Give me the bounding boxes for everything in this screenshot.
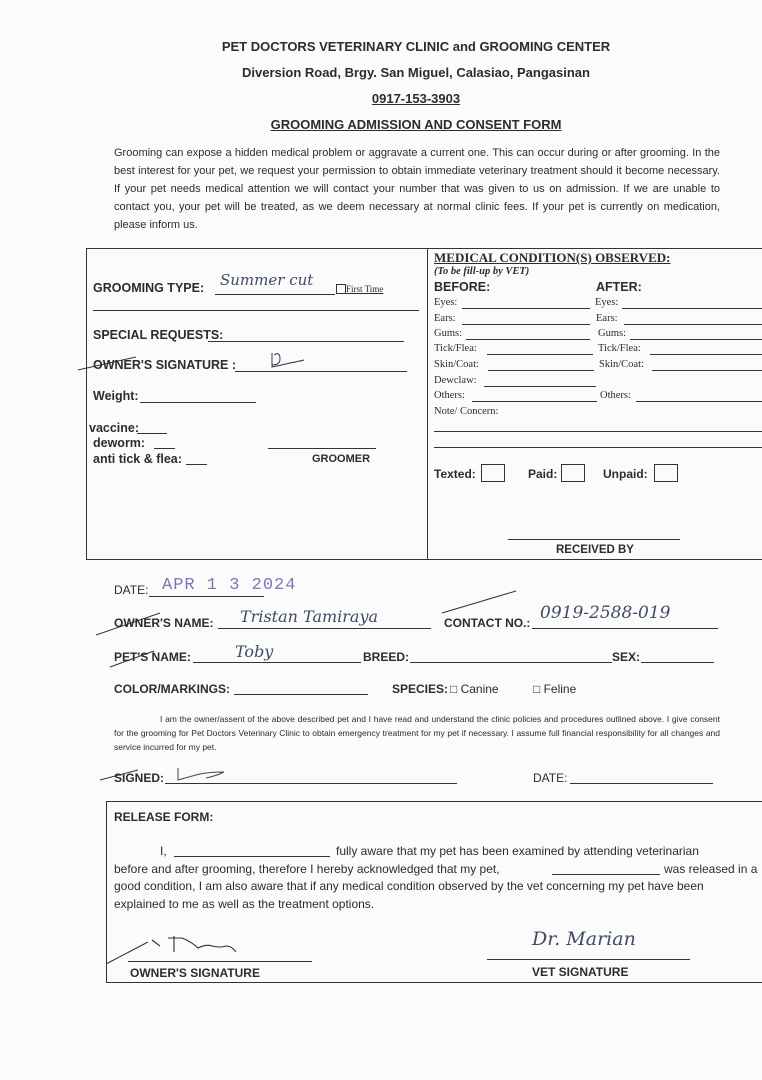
vaccine-label: vaccine: [89, 421, 140, 435]
before-skin-label: Skin/Coat: [434, 359, 479, 370]
species-feline-option[interactable]: □ Feline [533, 682, 577, 696]
vet-sig-label: VET SIGNATURE [532, 965, 629, 979]
owner-signature-label: OWNER'S SIGNATURE : [93, 358, 237, 372]
after-others-line[interactable] [636, 401, 762, 402]
signed-label: SIGNED: [114, 771, 165, 785]
clinic-name: PET DOCTORS VETERINARY CLINIC and GROOMING CENTER [221, 39, 611, 54]
before-gums-label: Gums: [434, 328, 463, 339]
intro-paragraph: Grooming can expose a hidden medical problem or aggravate a current one. This can occur during or after grooming. In the best interest for your pet, we request your permission to obtain immediate veterinary treatment should it become necessary. If your pet needs medical attention we will contact your number that was given to us on admission. If we are unable to contact you, your pet will be treated, as we deem necessary at normal clinic fees. If your pet is currently on medication, please inform us. [114, 147, 720, 231]
anti-tick-line[interactable] [186, 464, 207, 465]
paid-checkbox[interactable] [561, 464, 585, 482]
species-canine-option[interactable]: □ Canine [450, 682, 499, 696]
pet-name-label: PET'S NAME: [114, 650, 191, 664]
medical-title: MEDICAL CONDITION(S) OBSERVED: [434, 250, 671, 265]
special-requests-line[interactable] [208, 341, 404, 342]
date-stamp: APR 1 3 2024 [162, 576, 297, 595]
groomer-line[interactable] [268, 448, 376, 449]
before-tick-label: Tick/Flea: [434, 343, 477, 354]
dewclaw-line[interactable] [484, 386, 596, 387]
grooming-extra-line [93, 310, 419, 311]
after-eyes-label: Eyes: [595, 297, 619, 308]
texted-checkbox[interactable] [481, 464, 505, 482]
clinic-address: Diversion Road, Brgy. San Miguel, Calasiao, Pangasinan [242, 65, 590, 80]
release-text-1: fully aware that my pet has been examined by attending veterinarian [336, 844, 699, 858]
owner-release-sig-line[interactable] [128, 961, 312, 962]
after-tick-line[interactable] [650, 354, 762, 355]
medical-subtitle: (To be fill-up by VET) [434, 266, 530, 277]
form-title: GROOMING ADMISSION AND CONSENT FORM [270, 117, 562, 132]
unpaid-checkbox[interactable] [654, 464, 678, 482]
contact-line[interactable] [532, 628, 718, 629]
before-label: BEFORE: [434, 280, 491, 294]
release-text-3: good condition, I am also aware that if any medical condition observed by the vet concerning my pet have been [114, 879, 704, 893]
texted-label: Texted: [434, 467, 476, 481]
after-gums-label: Gums: [598, 328, 627, 339]
release-title: RELEASE FORM: [114, 810, 214, 824]
date-label: DATE: [114, 583, 149, 597]
received-by-line[interactable] [508, 539, 680, 540]
release-text-2b: was released in a [664, 862, 758, 876]
pet-name-value: Toby [235, 642, 274, 661]
grooming-type-line[interactable] [215, 294, 335, 295]
release-text-4: explained to me as well as the treatment options. [114, 897, 375, 911]
vaccine-line[interactable] [137, 433, 167, 434]
breed-label: BREED: [363, 650, 410, 664]
species-label: SPECIES: [392, 682, 449, 696]
vet-signature-name: Dr. Marian [532, 928, 636, 950]
contact-value: 0919-2588-019 [540, 603, 671, 623]
vet-sig-line[interactable] [487, 959, 690, 960]
before-others-line[interactable] [472, 401, 597, 402]
after-ears-label: Ears: [596, 313, 618, 324]
before-skin-line[interactable] [488, 370, 594, 371]
color-line[interactable] [234, 694, 368, 695]
before-eyes-label: Eyes: [434, 297, 458, 308]
before-ears-label: Ears: [434, 313, 456, 324]
consent-paragraph: I am the owner/assent of the above described pet and I have read and understand the clinic policies and procedures outlined above. I give consent for the grooming for Pet Doctors Veterinary Clinic to obtain emergency treatment for my pet if necessary. I assume full financial responsibility for all changes and service incurred for my pet. [114, 714, 720, 752]
clinic-phone: 0917-153-3903 [371, 91, 461, 106]
owner-name-label: OWNER'S NAME: [114, 616, 214, 630]
grooming-type-value: Summer cut [220, 271, 314, 289]
box-divider [427, 248, 428, 559]
first-time-checkbox[interactable] [336, 284, 346, 294]
sex-label: SEX: [612, 650, 641, 664]
sex-line[interactable] [641, 662, 714, 663]
signed-date-label: DATE: [533, 771, 568, 785]
before-eyes-line[interactable] [462, 308, 590, 309]
unpaid-label: Unpaid: [603, 467, 648, 481]
before-gums-line[interactable] [466, 339, 590, 340]
signed-scribble [98, 758, 238, 786]
margin-strokes [90, 585, 550, 675]
after-tick-label: Tick/Flea: [598, 343, 641, 354]
after-eyes-line[interactable] [622, 308, 762, 309]
after-label: AFTER: [596, 280, 642, 294]
received-by-label: RECEIVED BY [556, 544, 634, 556]
signature-scribble-top [76, 345, 336, 375]
before-ears-line[interactable] [462, 324, 590, 325]
color-label: COLOR/MARKINGS: [114, 682, 230, 696]
release-i: I, [160, 844, 167, 858]
note-line-1[interactable] [434, 431, 762, 432]
release-pet-line[interactable] [552, 874, 660, 875]
note-label: Note/ Concern: [434, 406, 499, 417]
first-time-label: First Time [346, 284, 384, 294]
release-text-2a: before and after grooming, therefore I hereby acknowledged that my pet, [114, 862, 500, 876]
after-skin-label: Skin/Coat: [599, 359, 644, 370]
note-line-2[interactable] [434, 447, 762, 448]
dewclaw-label: Dewclaw: [434, 375, 477, 386]
signed-date-line[interactable] [570, 783, 713, 784]
deworm-label: deworm: [93, 436, 146, 450]
before-others-label: Others: [434, 390, 465, 401]
owner-release-signature [104, 928, 254, 968]
after-ears-line[interactable] [624, 324, 762, 325]
anti-tick-label: anti tick & flea: [93, 452, 182, 466]
groomer-label: GROOMER [312, 453, 371, 465]
grooming-type-label: GROOMING TYPE: [93, 281, 205, 295]
after-skin-line[interactable] [652, 370, 762, 371]
after-others-label: Others: [600, 390, 631, 401]
owner-release-sig-label: OWNER'S SIGNATURE [130, 966, 260, 980]
weight-line[interactable] [140, 402, 256, 403]
owner-name-value: Tristan Tamiraya [240, 607, 379, 626]
release-name-line[interactable] [174, 856, 330, 857]
weight-label: Weight: [93, 389, 139, 403]
after-gums-line[interactable] [630, 339, 762, 340]
deworm-line[interactable] [154, 448, 175, 449]
special-requests-label: SPECIAL REQUESTS: [93, 328, 224, 342]
before-tick-line[interactable] [487, 354, 593, 355]
paid-label: Paid: [528, 467, 558, 481]
contact-label: CONTACT NO.: [444, 616, 531, 630]
